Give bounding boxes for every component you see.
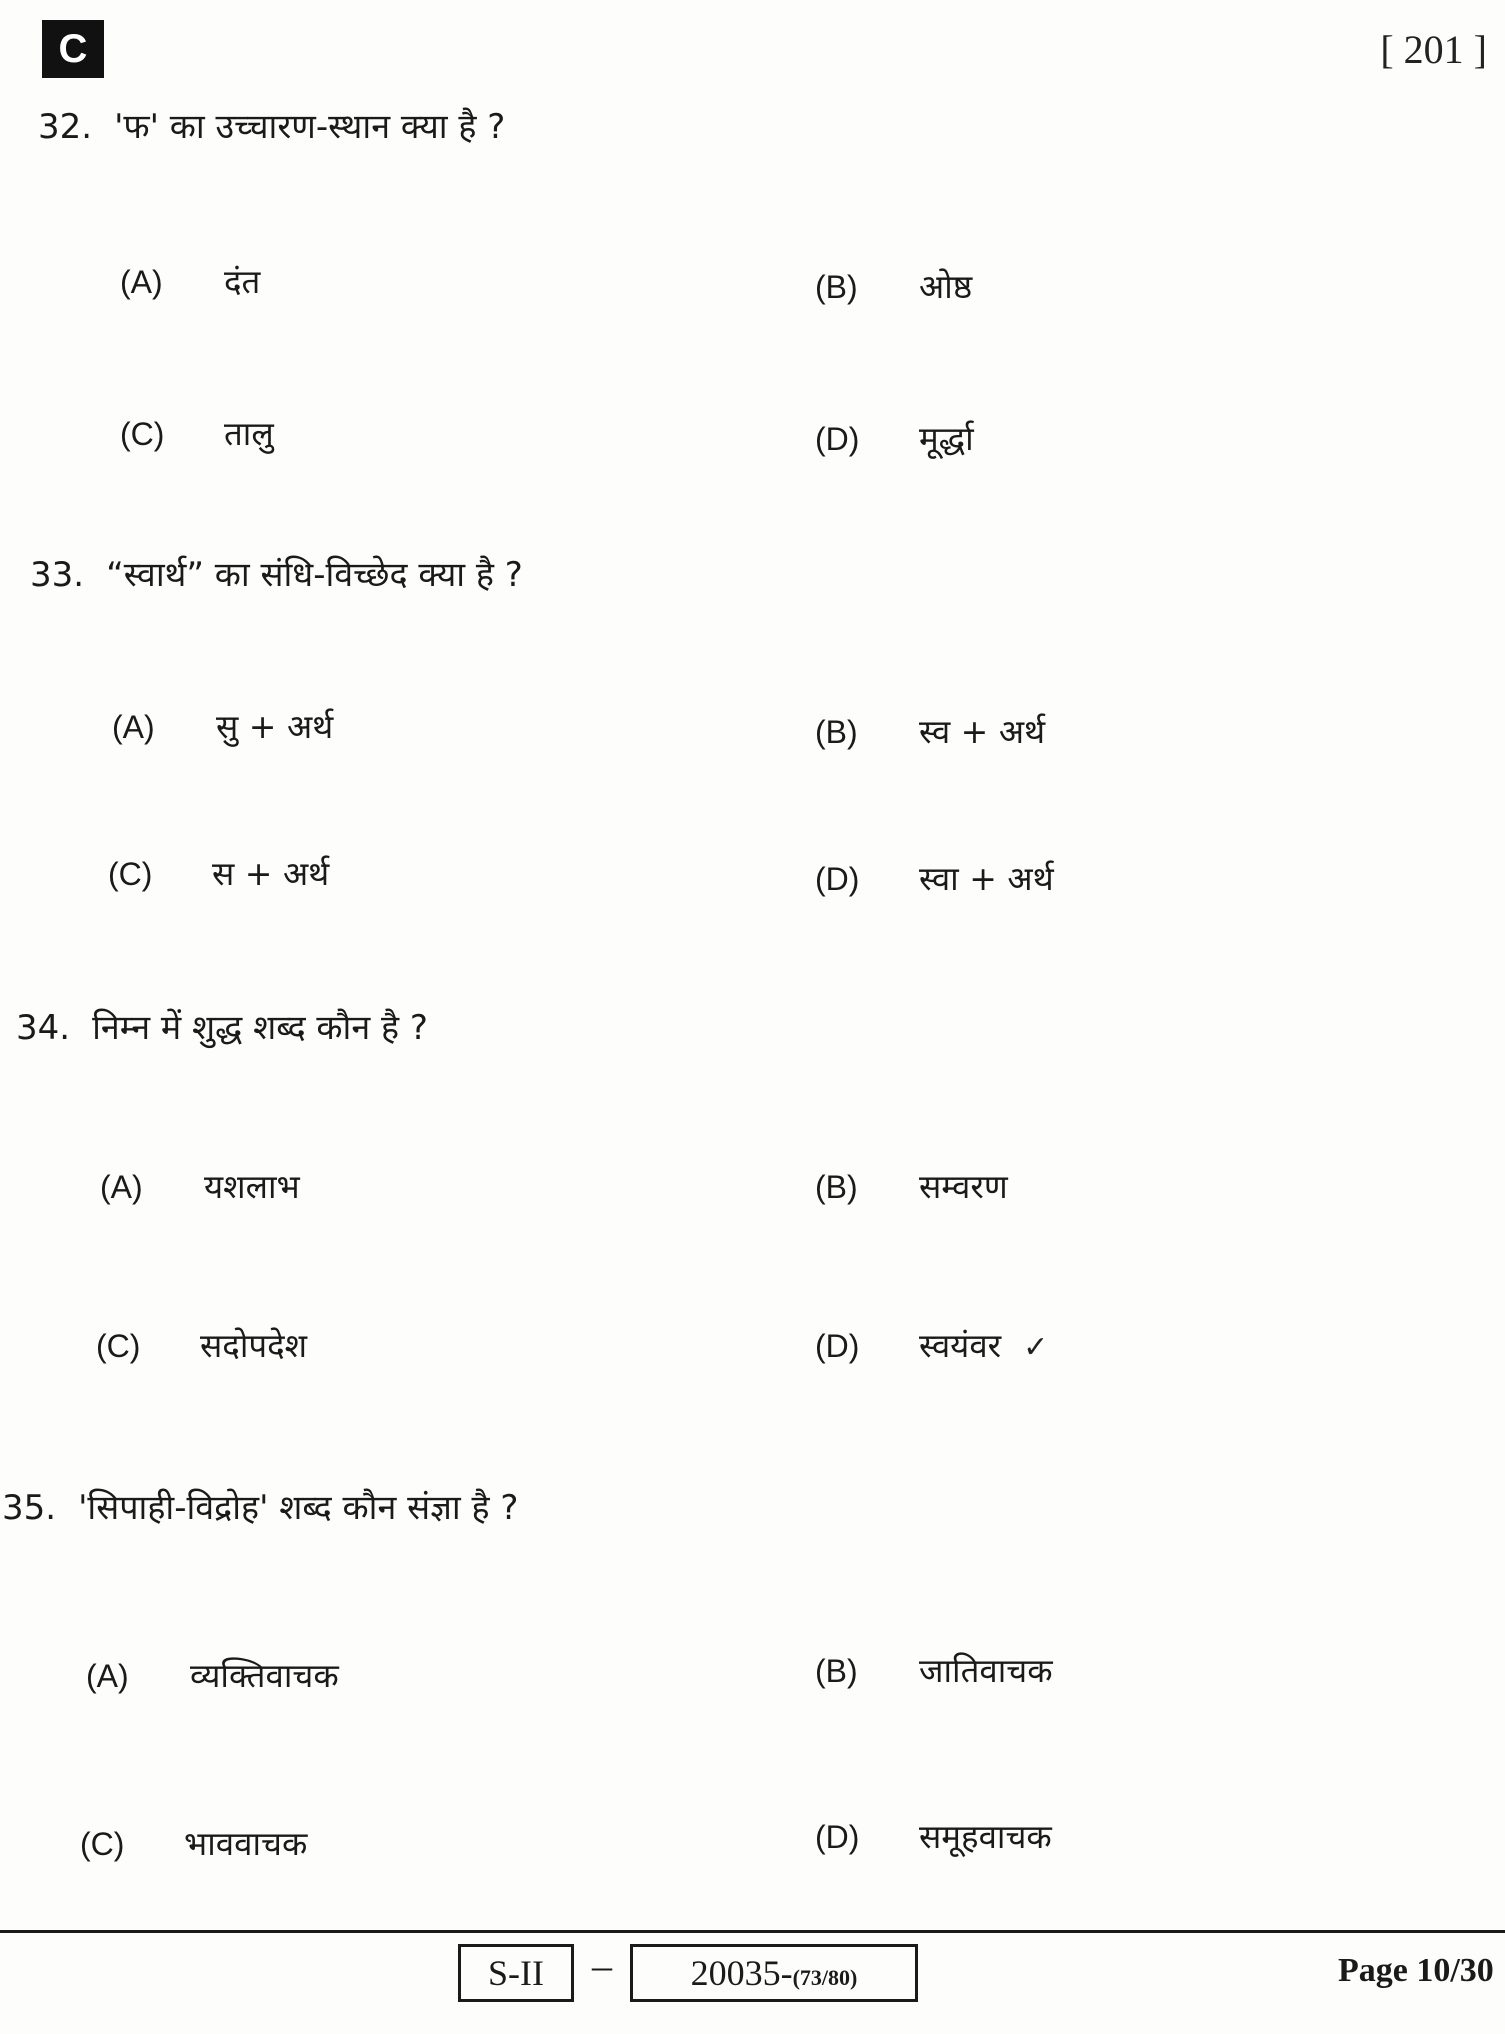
question-33	[30, 550, 523, 596]
option-text: सु + अर्थ	[216, 707, 334, 746]
option-label: (C)	[120, 416, 165, 452]
question-text: निम्न में शुद्ध शब्द कौन है ?	[92, 1008, 428, 1048]
option-text: यशलाभ	[204, 1167, 300, 1206]
option-32-a	[120, 258, 260, 303]
option-label: (B)	[815, 714, 858, 750]
option-label: (C)	[80, 1826, 125, 1862]
option-text: सदोपदेश	[200, 1326, 308, 1365]
set-code-badge: C	[42, 20, 104, 78]
option-text: स + अर्थ	[212, 854, 330, 893]
option-label: (A)	[120, 264, 163, 300]
page-number: Page 10/30	[1338, 1952, 1494, 1989]
option-33-b	[815, 708, 1045, 753]
option-34-d	[815, 1322, 1048, 1367]
option-label: (C)	[108, 856, 153, 892]
option-35-a	[86, 1652, 339, 1697]
paper-number-box	[630, 1944, 918, 2002]
option-32-c	[120, 410, 274, 455]
option-text: ओष्ठ	[919, 267, 973, 306]
option-label: (A)	[112, 709, 155, 745]
question-text: “स्वार्थ” का संधि-विच्छेद क्या है ?	[106, 555, 523, 595]
option-label: (B)	[815, 1653, 858, 1689]
option-text: व्यक्तिवाचक	[190, 1656, 339, 1695]
option-label: (A)	[100, 1169, 143, 1205]
option-text: दंत	[224, 262, 261, 301]
option-label: (A)	[86, 1658, 129, 1694]
option-text: भाववाचक	[184, 1824, 308, 1863]
question-35	[2, 1483, 518, 1529]
paper-number-suffix: (73/80)	[792, 1965, 858, 1990]
question-32	[38, 102, 505, 148]
option-label: (C)	[96, 1328, 141, 1364]
footer-dash: –	[592, 1943, 612, 1988]
option-text: जातिवाचक	[919, 1651, 1053, 1690]
option-text: मूर्द्धा	[919, 419, 974, 458]
option-33-c	[108, 850, 329, 895]
option-label: (D)	[815, 421, 860, 457]
option-34-b	[815, 1163, 1008, 1208]
option-33-d	[815, 855, 1054, 900]
option-35-c	[80, 1820, 307, 1865]
question-text: 'फ' का उच्चारण-स्थान क्या है ?	[114, 107, 506, 147]
option-35-d	[815, 1813, 1052, 1858]
option-text: तालु	[224, 414, 274, 453]
option-32-b	[815, 263, 972, 308]
option-text: स्वा + अर्थ	[919, 859, 1054, 898]
option-text: समूहवाचक	[919, 1817, 1052, 1856]
paper-code: [ 201 ]	[1380, 27, 1487, 72]
option-33-a	[112, 703, 333, 748]
option-label: (D)	[815, 1328, 860, 1364]
option-35-b	[815, 1647, 1053, 1692]
question-number: 33.	[30, 555, 85, 595]
option-32-d	[815, 415, 974, 460]
series-box	[458, 1944, 574, 2002]
footer-divider	[0, 1930, 1505, 1933]
series-code: S-II	[488, 1953, 544, 1993]
question-text: 'सिपाही-विद्रोह' शब्द कौन संज्ञा है ?	[78, 1488, 519, 1528]
option-label: (D)	[815, 1819, 860, 1855]
option-label: (D)	[815, 861, 860, 897]
question-number: 35.	[2, 1488, 57, 1528]
option-text: स्वयंवर	[919, 1326, 1002, 1365]
check-mark-icon: ✓	[1023, 1330, 1049, 1365]
question-number: 34.	[16, 1008, 71, 1048]
option-text: स्व + अर्थ	[919, 712, 1046, 751]
option-text: सम्वरण	[919, 1167, 1008, 1206]
question-34	[16, 1003, 428, 1049]
option-label: (B)	[815, 1169, 858, 1205]
paper-number: 20035-	[690, 1953, 793, 1993]
option-34-c	[96, 1322, 307, 1367]
question-number: 32.	[38, 107, 93, 147]
option-34-a	[100, 1163, 300, 1208]
option-label: (B)	[815, 269, 858, 305]
